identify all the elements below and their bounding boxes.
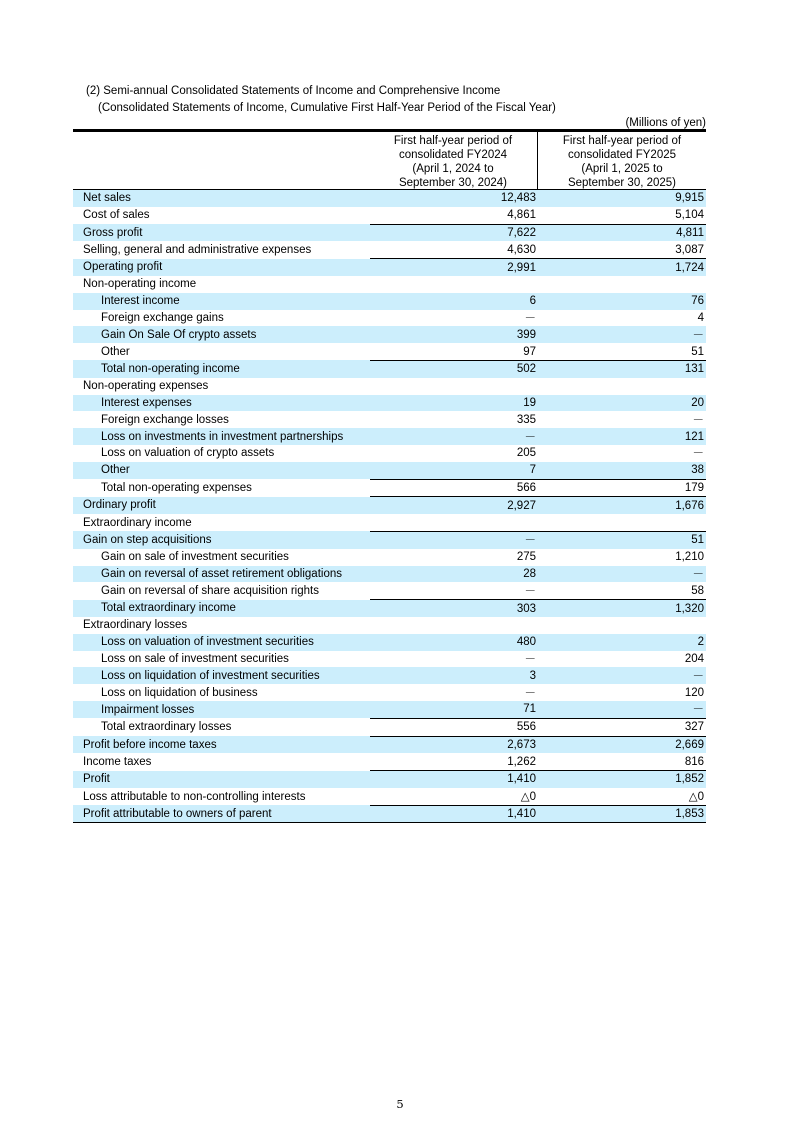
row-label: Gain on sale of investment securities [101, 551, 289, 564]
value-fy2024: － [524, 312, 536, 325]
value-fy2024: 97 [523, 345, 536, 358]
row-label: Non-operating income [83, 278, 197, 291]
value-fy2024: 205 [516, 447, 536, 460]
value-fy2024: 2,673 [370, 736, 538, 753]
row-label: Net sales [73, 190, 370, 207]
value-fy2025: － [692, 414, 704, 427]
table-row [73, 310, 706, 327]
table-row [73, 736, 706, 753]
table-row [73, 549, 706, 566]
table-row [73, 582, 706, 599]
table-row [73, 190, 706, 207]
value-fy2025: 120 [684, 686, 704, 699]
row-label: Gross profit [73, 224, 370, 241]
row-label: Profit before income taxes [73, 736, 370, 753]
table-row [73, 718, 706, 736]
value-fy2025: 2,669 [538, 736, 706, 753]
income-statement-table [73, 190, 706, 823]
value-fy2024: 7,622 [370, 224, 538, 241]
table-row [73, 479, 706, 497]
row-label: Profit attributable to owners of parent [73, 805, 370, 823]
value-fy2024: 566 [370, 479, 538, 497]
value-fy2025: 1,852 [538, 771, 706, 788]
value-fy2025: 179 [538, 479, 706, 497]
value-fy2024: 4,861 [507, 209, 536, 222]
value-fy2024: 3 [370, 667, 538, 684]
table-row [73, 684, 706, 701]
column-header-fy2024: First half-year period of consolidated FY2024 (April 1, 2024 to September 30, 2024) [393, 135, 513, 189]
value-fy2024 [370, 276, 538, 293]
value-fy2025: 204 [684, 652, 704, 665]
table-row [73, 805, 706, 823]
value-fy2025: 51 [691, 345, 704, 358]
table-row [73, 395, 706, 412]
value-fy2024 [370, 514, 538, 531]
value-fy2025: － [692, 448, 704, 461]
value-fy2025: 76 [538, 293, 706, 310]
value-fy2025: 9,915 [538, 190, 706, 207]
table-row [73, 771, 706, 788]
table-row [73, 514, 706, 531]
value-fy2025: 38 [538, 462, 706, 479]
row-label: Total non-operating expenses [101, 481, 252, 494]
row-label: Loss attributable to non-controlling interests [83, 790, 306, 803]
value-fy2025: 131 [538, 360, 706, 377]
value-fy2025: 327 [538, 718, 706, 736]
value-fy2024: － [370, 428, 538, 445]
value-fy2024: 2,991 [370, 259, 538, 276]
table-row [73, 276, 706, 293]
table-row [73, 753, 706, 770]
table-row [73, 259, 706, 276]
row-label: Interest expenses [73, 395, 370, 412]
table-row [73, 566, 706, 583]
table-row [73, 634, 706, 651]
row-label: Impairment losses [73, 701, 370, 718]
row-label: Extraordinary income [83, 516, 192, 529]
row-label: Loss on valuation of investment securities [73, 634, 370, 651]
row-label: Other [101, 345, 130, 358]
table-row [73, 462, 706, 479]
value-fy2024: － [524, 585, 536, 598]
value-fy2024: 12,483 [370, 190, 538, 207]
value-fy2025: 816 [684, 755, 704, 768]
row-label: Other [73, 462, 370, 479]
value-fy2024: － [524, 653, 536, 666]
table-row [73, 651, 706, 668]
table-row [73, 531, 706, 548]
value-fy2024: 502 [370, 360, 538, 377]
row-label: Profit [73, 771, 370, 788]
table-row [73, 326, 706, 343]
value-fy2025: 1,853 [538, 805, 706, 823]
value-fy2024: 1,410 [370, 771, 538, 788]
value-fy2024: 2,927 [370, 497, 538, 514]
value-fy2024: 556 [370, 718, 538, 736]
table-row [73, 360, 706, 377]
table-row [73, 497, 706, 514]
value-fy2024: 275 [516, 551, 536, 564]
value-fy2024: 1,410 [370, 805, 538, 823]
value-fy2025: 1,676 [538, 497, 706, 514]
value-fy2024: 28 [370, 566, 538, 583]
value-fy2025 [538, 617, 706, 634]
row-label: Gain on step acquisitions [73, 531, 370, 548]
value-fy2025: 121 [538, 428, 706, 445]
value-fy2024: △0 [520, 791, 536, 804]
section-title: (2) Semi-annual Consolidated Statements of Income and Comprehensive Income [86, 85, 501, 97]
table-row [73, 788, 706, 805]
value-fy2025: 1,320 [538, 600, 706, 617]
top-rule [73, 129, 706, 132]
value-fy2025: 20 [538, 395, 706, 412]
value-fy2025: 58 [691, 584, 704, 597]
table-row [73, 207, 706, 224]
row-label: Non-operating expenses [83, 380, 209, 393]
row-label: Operating profit [73, 259, 370, 276]
column-header-fy2025: First half-year period of consolidated FY2025 (April 1, 2025 to September 30, 2025) [562, 135, 682, 189]
value-fy2025: 1,210 [675, 551, 704, 564]
table-row [73, 600, 706, 617]
value-fy2024: 71 [370, 701, 538, 718]
row-label: Foreign exchange gains [101, 311, 224, 324]
value-fy2024: － [370, 531, 538, 548]
row-label: Foreign exchange losses [101, 413, 229, 426]
value-fy2025 [538, 514, 706, 531]
row-label: Total extraordinary income [73, 600, 370, 617]
value-fy2025: 51 [538, 531, 706, 548]
value-fy2024: 399 [370, 326, 538, 343]
table-row [73, 293, 706, 310]
value-fy2025: － [538, 701, 706, 718]
table-row [73, 428, 706, 445]
value-fy2025: 4 [697, 311, 704, 324]
value-fy2025: － [538, 326, 706, 343]
row-label: Gain on reversal of asset retirement obligations [73, 566, 370, 583]
value-fy2025: 1,724 [538, 259, 706, 276]
value-fy2025 [538, 276, 706, 293]
row-label: Loss on liquidation of business [101, 686, 258, 699]
page-number: 5 [396, 1097, 404, 1111]
value-fy2024: － [524, 687, 536, 700]
value-fy2024: 480 [370, 634, 538, 651]
row-label: Loss on sale of investment securities [101, 652, 289, 665]
value-fy2024 [370, 378, 538, 395]
unit-label: (Millions of yen) [625, 117, 706, 129]
section-subtitle: (Consolidated Statements of Income, Cumulative First Half-Year Period of the Fiscal Year) [98, 102, 556, 114]
row-label: Income taxes [83, 755, 152, 768]
row-label: Ordinary profit [73, 497, 370, 514]
row-label: Interest income [73, 293, 370, 310]
row-label: Loss on investments in investment partnerships [73, 428, 370, 445]
table-row [73, 701, 706, 718]
value-fy2024: 335 [516, 413, 536, 426]
table-row [73, 378, 706, 395]
row-label: Loss on valuation of crypto assets [101, 447, 275, 460]
table-row [73, 445, 706, 462]
value-fy2024: 4,630 [507, 243, 536, 256]
value-fy2024: 303 [370, 600, 538, 617]
value-fy2025: 3,087 [675, 243, 704, 256]
table-row [73, 224, 706, 241]
row-label: Cost of sales [83, 209, 150, 222]
table-row [73, 241, 706, 258]
value-fy2025: － [538, 667, 706, 684]
value-fy2025: △0 [688, 791, 704, 804]
row-label: Loss on liquidation of investment securities [73, 667, 370, 684]
row-label: Extraordinary losses [83, 619, 188, 632]
row-label: Gain On Sale Of crypto assets [73, 326, 370, 343]
value-fy2025: － [538, 566, 706, 583]
value-fy2025 [538, 378, 706, 395]
row-label: Gain on reversal of share acquisition rights [101, 584, 319, 597]
row-label: Selling, general and administrative expenses [83, 244, 312, 257]
value-fy2025: 4,811 [538, 224, 706, 241]
row-label: Total extraordinary losses [101, 721, 232, 734]
table-row [73, 617, 706, 634]
value-fy2024: 6 [370, 293, 538, 310]
value-fy2025: 2 [538, 634, 706, 651]
table-row [73, 411, 706, 428]
table-row [73, 343, 706, 360]
value-fy2024: 7 [370, 462, 538, 479]
table-row [73, 667, 706, 684]
value-fy2025: 5,104 [675, 209, 704, 222]
value-fy2024: 1,262 [507, 755, 536, 768]
row-label: Total non-operating income [73, 360, 370, 377]
value-fy2024: 19 [370, 395, 538, 412]
value-fy2024 [370, 617, 538, 634]
